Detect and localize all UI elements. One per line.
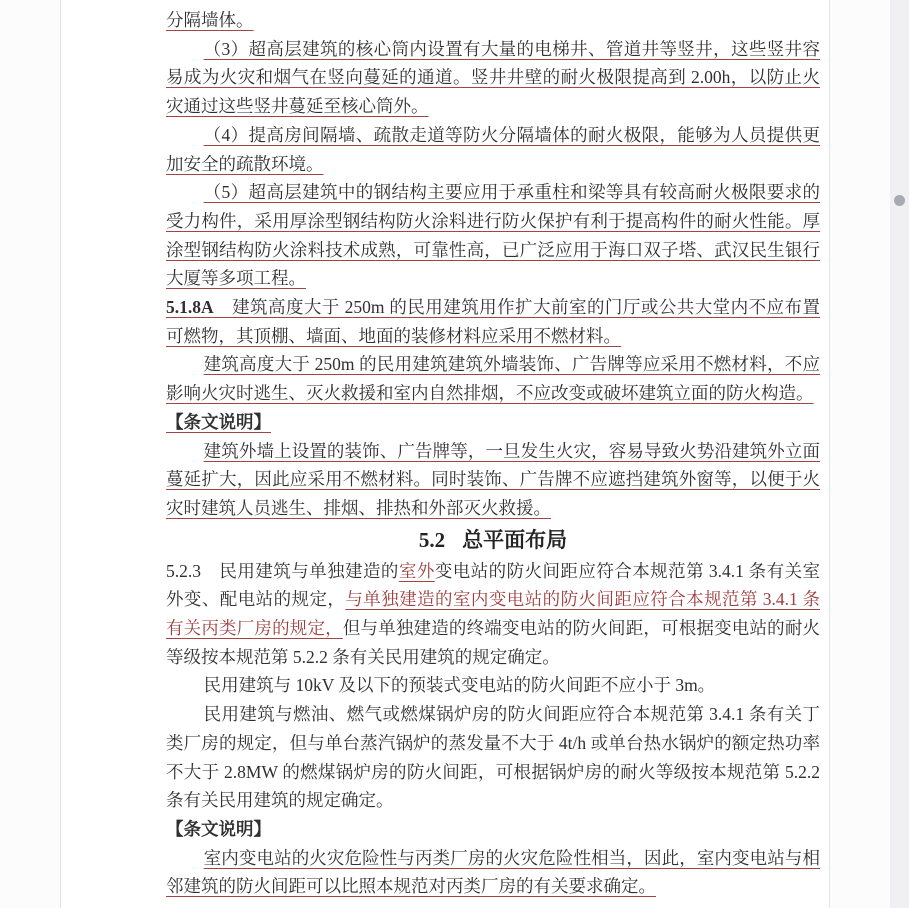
clause-5-1-8A-number: 5.1.8A (166, 297, 214, 318)
clause-5-2-3 (166, 557, 820, 672)
section-heading-5-2 (166, 524, 820, 557)
clause-5-2-3-text-2: 变电站的防火间距应符合本规范第 3.4.1 条有关室外变、配电站的规定， (166, 560, 821, 610)
document-content (61, 0, 829, 901)
explain-label-1: 【条文说明】 (166, 411, 271, 432)
para-boiler-room: 民用建筑与燃油、燃气或燃煤锅炉房的防火间距应符合本规范第 3.4.1 条有关丁类厂房的规定，但与单台蒸汽锅炉的蒸发量不大于 4t/h 或单台热水锅炉的额定热功率不大于 2.8MW 的燃煤锅炉房的防火间距，可根据锅炉房的耐火等级按本规范第 5.2.2 条有关民用建筑的规定确定。 (166, 704, 820, 811)
explain-label-2: 【条文说明】 (166, 818, 271, 839)
document-page (60, 0, 830, 908)
para-explain-facade: 建筑外墙上设置的装饰、广告牌等，一旦发生火灾，容易导致火势沿建筑外立面蔓延扩大，因此应采用不燃材料。同时装饰、广告牌不应遮挡建筑外窗等，以便于火灾时建筑人员逃生、排烟、排热和外部灭火救援。 (166, 440, 820, 518)
para-explain-substation: 室内变电站的火灾危险性与丙类厂房的火灾危险性相当，因此，室内变电站与相邻建筑的防火间距可以比照本规范对丙类厂房的有关要求确定。 (166, 847, 820, 897)
section-heading-title: 总平面布局 (462, 527, 568, 552)
clause-5-2-3-inserted-1: 室外 (398, 560, 435, 581)
clause-5-2-3-text-1: 民用建筑与单独建造的 (201, 560, 399, 581)
clause-5-1-8A-text: 建筑高度大于 250m 的民用建筑用作扩大前室的门厅或公共大堂内不应布置可燃物，其顶棚、墙面、地面的装修材料应采用不燃材料。 (166, 297, 820, 346)
clause-5-1-8A (166, 293, 820, 350)
para-item-5: （5）超高层建筑中的钢结构主要应用于承重柱和梁等具有较高耐火极限要求的受力构件，采用厚涂型钢结构防火涂料进行防火保护有利于提高构件的耐火性能。厚涂型钢结构防火涂料技术成熟，可靠性高，已广泛应用于海口双子塔、武汉民生银行大厦等多项工程。 (166, 182, 820, 289)
clause-5-2-3-text-3: 但与单独建造的终端变电站的防火间距，可根据变电站的耐火等级按本规范第 5.2.2 条有关民用建筑的规定确定。 (166, 618, 821, 667)
para-item-4: （4）提高房间隔墙、疏散走道等防火分隔墙体的耐火极限，能够为人员提供更加安全的疏散环境。 (166, 124, 820, 174)
clause-5-2-3-number: 5.2.3 (166, 560, 201, 581)
para-item-3: （3）超高层建筑的核心筒内设置有大量的电梯井、管道井等竖井，这些竖井容易成为火灾和烟气在竖向蔓延的通道。竖井井壁的耐火极限提高到 2.00h，以防止火灾通过这些竖井蔓延至核心筒外。 (166, 38, 820, 117)
para-tail-wall: 分隔墙体。 (166, 10, 254, 30)
clause-5-2-3-inserted-2: 与单独建造的室内变电站的防火间距应符合本规范第 3.4.1 条有关丙类厂房的规定， (166, 589, 821, 639)
section-heading-number: 5.2 (418, 527, 446, 552)
para-prefab-substation: 民用建筑与 10kV 及以下的预装式变电站的防火间距不应小于 3m。 (203, 675, 716, 696)
para-facade-decor: 建筑高度大于 250m 的民用建筑建筑外墙装饰、广告牌等应采用不燃材料，不应影响火灾时逃生、灭火救援和室内自然排烟，不应改变或破坏建筑立面的防火构造。 (166, 354, 820, 404)
scrollbar-thumb[interactable] (894, 195, 905, 206)
scrollbar-track[interactable] (890, 0, 909, 908)
